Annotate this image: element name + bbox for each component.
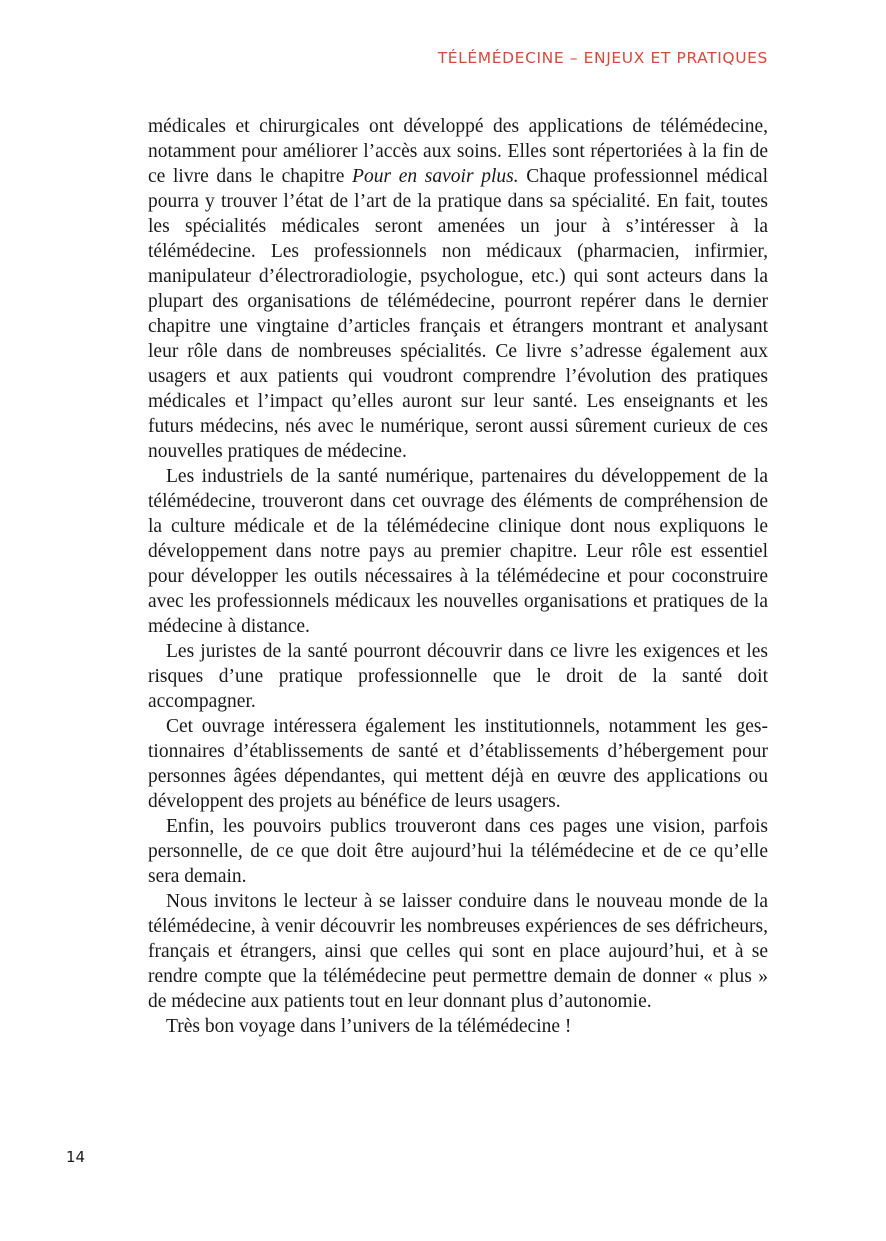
book-chapter-title: Pour en savoir plus. — [352, 166, 519, 187]
paragraph-2: Les industriels de la santé numérique, partenaires du développement de la télémédecine, trouveront dans cet ouvrage des éléments de compréhension de la culture médicale et de la télémédecine clinique dont nous expliquons le développement dans notre pays au premier chapitre. Leur rôle est essentiel pour développer les outils nécessaires à la télémédecine et pour coconstruire avec les professionnels médicaux les nouvelles organisations et pratiques de la médecine à distance. — [148, 466, 768, 637]
body-text — [148, 114, 768, 1039]
paragraph-7: Très bon voyage dans l’univers de la télémédecine ! — [166, 1016, 572, 1037]
paragraph-1 — [148, 114, 768, 464]
paragraph-1-text-b: Chaque professionnel médical pourra y trouver l’état de l’art de la pratique dans sa spécialité. En fait, toutes les spécialités médicales seront amenées un jour à s’intéresser à la télémédecine. Les professionnels non médicaux (pharmacien, infirmier, manipulateur d’électroradiologie, psychologue, etc.) qui sont acteurs dans la plupart des organisations de télémédecine, pourront repérer dans le dernier chapitre une vingtaine d’articles français et étrangers montrant et analysant leur rôle dans de nombreuses spécialités. Ce livre s’adresse également aux usagers et aux patients qui voudront comprendre l’évolution des pratiques médicales et l’impact qu’elles auront sur leur santé. Les enseignants et les futurs médecins, nés avec le numérique, seront aussi sûrement curieux de ces nouvelles pratiques de médecine. — [148, 166, 768, 462]
paragraph-1-text-a: médicales et chirurgicales ont développé des applications de télémédecine, notamment pour améliorer l’accès aux soins. Elles sont répertoriées à la fin de ce livre dans le chapitre — [148, 116, 768, 187]
paragraph-4: Cet ouvrage intéressera également les institutionnels, notamment les gestionnaires d’établissements de santé et d’établissements d’hébergement pour personnes âgées dépendantes, qui mettent déjà en œuvre des applications ou développent des projets au bénéfice de leurs usagers. — [148, 716, 768, 812]
paragraph-6: Nous invitons le lecteur à se laisser conduire dans le nouveau monde de la télémédecine, à venir découvrir les nombreuses expériences de ses défricheurs, français et étrangers, ainsi que celles qui sont en place aujourd’hui, et à se rendre compte que la télémédecine peut permettre demain de donner « plus » de médecine aux patients tout en leur donnant plus d’autonomie. — [148, 891, 768, 1012]
paragraph-5: Enfin, les pouvoirs publics trouveront dans ces pages une vision, parfois personnelle, de ce que doit être aujourd’hui la télémédecine et de ce qu’elle sera demain. — [148, 816, 768, 887]
running-header: TÉLÉMÉDECINE – ENJEUX ET PRATIQUES — [437, 49, 768, 67]
paragraph-3: Les juristes de la santé pourront découvrir dans ce livre les exigences et les risques d’une pratique professionnelle que le droit de la santé doit accompagner. — [148, 641, 768, 712]
page-number: 14 — [66, 1148, 86, 1166]
